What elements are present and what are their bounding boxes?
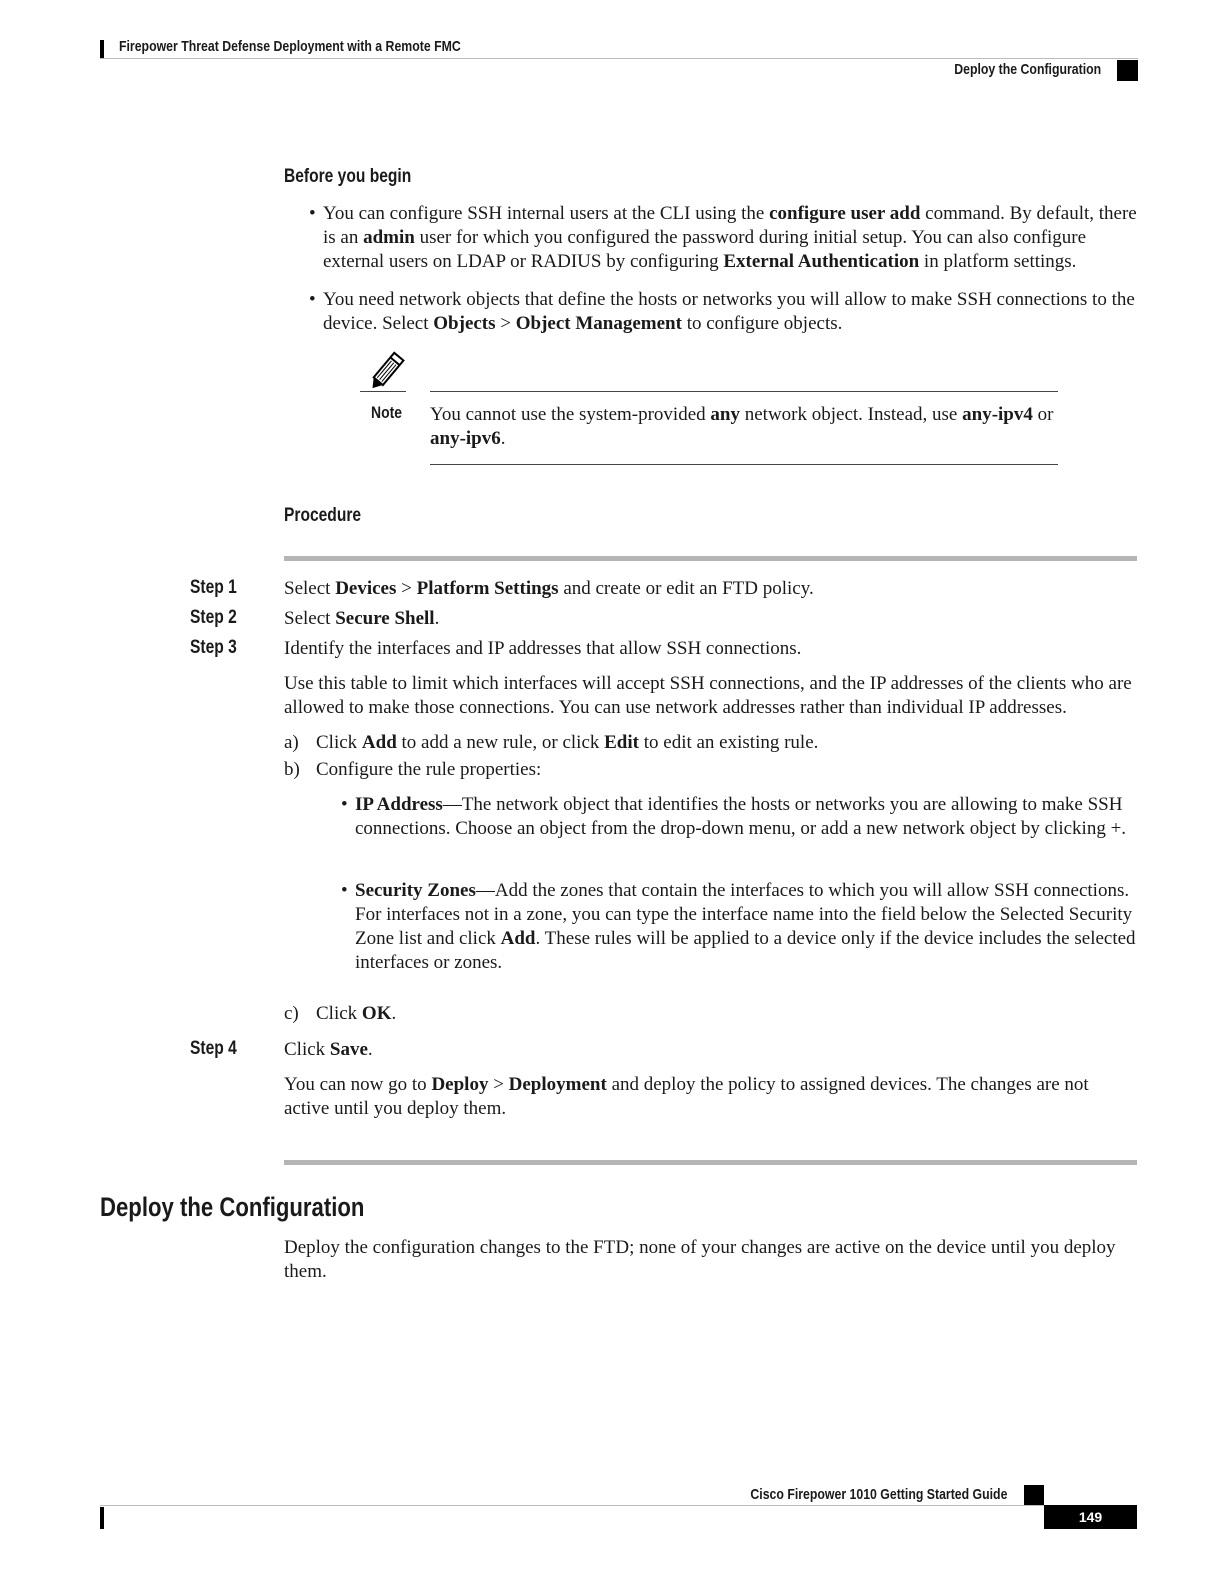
header-doc-title: Firepower Threat Defense Deployment with a Remote FMC [119, 38, 461, 55]
substep-b-marker: b) [284, 759, 300, 780]
note-rule-bottom [430, 464, 1058, 465]
procedure-top-rule [284, 556, 1137, 561]
header-square [1117, 60, 1138, 81]
header-rule [100, 58, 1138, 59]
step-1-text: Select Devices > Platform Settings and create or edit an FTD policy. [284, 578, 814, 599]
step-3-detail: Use this table to limit which interfaces will accept SSH connections, and the IP addresses of the clients who are allowed to make those connections. You can use network addresses rather than individual IP addresses. [284, 673, 1132, 718]
prereq-bullet-1: • You can configure SSH internal users at the CLI using the configure user add command. By default, there is an admin user for which you configured the password during initial setup. You can also configure external users on LDAP or RADIUS by configuring External Authentication in platform settings. [309, 203, 1137, 272]
step-4-detail: You can now go to Deploy > Deployment and deploy the policy to assigned devices. The changes are not active until you deploy them. [284, 1074, 1089, 1119]
substep-c-text: Click OK. [316, 1003, 397, 1024]
note-text: You cannot use the system-provided any network object. Instead, use any-ipv4 or any-ipv6. [430, 404, 1054, 449]
section-body-text: Deploy the configuration changes to the FTD; none of your changes are active on the device until you deploy them. [284, 1237, 1116, 1282]
note-rule-left [360, 391, 406, 392]
pencil-icon [362, 350, 410, 394]
page-number: 149 [1044, 1505, 1137, 1529]
procedure-heading: Procedure [284, 505, 362, 526]
prereq-bullet-2: • You need network objects that define the hosts or networks you will allow to make SSH connections to the device. Select Objects > Object Management to configure objects. [309, 289, 1135, 334]
header-bar [100, 40, 104, 58]
step-1-label: Step 1 [190, 577, 237, 598]
substep-a-text: Click Add to add a new rule, or click Edit to edit an existing rule. [316, 732, 819, 753]
footer-bar [100, 1507, 104, 1529]
before-you-begin-heading: Before you begin [284, 166, 412, 187]
step-4-text: Click Save. [284, 1039, 373, 1060]
step-2-label: Step 2 [190, 607, 237, 628]
substep-a-marker: a) [284, 732, 299, 753]
note-rule-top [430, 391, 1058, 392]
note-label: Note [371, 403, 402, 422]
rule-property-security-zones: • Security Zones—Add the zones that contain the interfaces to which you will allow SSH connections. For interfaces not in a zone, you can type the interface name into the field below the Selected Security Zone list and click Add. These rules will be applied to a device only if the device includes the selected interfaces or zones. [341, 880, 1136, 973]
section-title: Deploy the Configuration [100, 1192, 365, 1222]
procedure-bottom-rule [284, 1160, 1137, 1165]
rule-property-ip-address: • IP Address—The network object that identifies the hosts or networks you are allowing to make SSH connections. Choose an object from the drop-down menu, or add a new network object by clicking +. [341, 794, 1127, 839]
substep-b-text: Configure the rule properties: [316, 759, 542, 780]
step-3-label: Step 3 [190, 637, 237, 658]
step-2-text: Select Secure Shell. [284, 608, 440, 629]
step-4-label: Step 4 [190, 1038, 237, 1059]
footer-guide-title: Cisco Firepower 1010 Getting Started Guide [749, 1486, 1007, 1503]
footer-square [1024, 1485, 1044, 1505]
substep-c-marker: c) [284, 1003, 299, 1024]
header-section-title: Deploy the Configuration [954, 61, 1101, 78]
step-3-text: Identify the interfaces and IP addresses that allow SSH connections. [284, 638, 802, 659]
footer-rule [100, 1505, 1044, 1506]
